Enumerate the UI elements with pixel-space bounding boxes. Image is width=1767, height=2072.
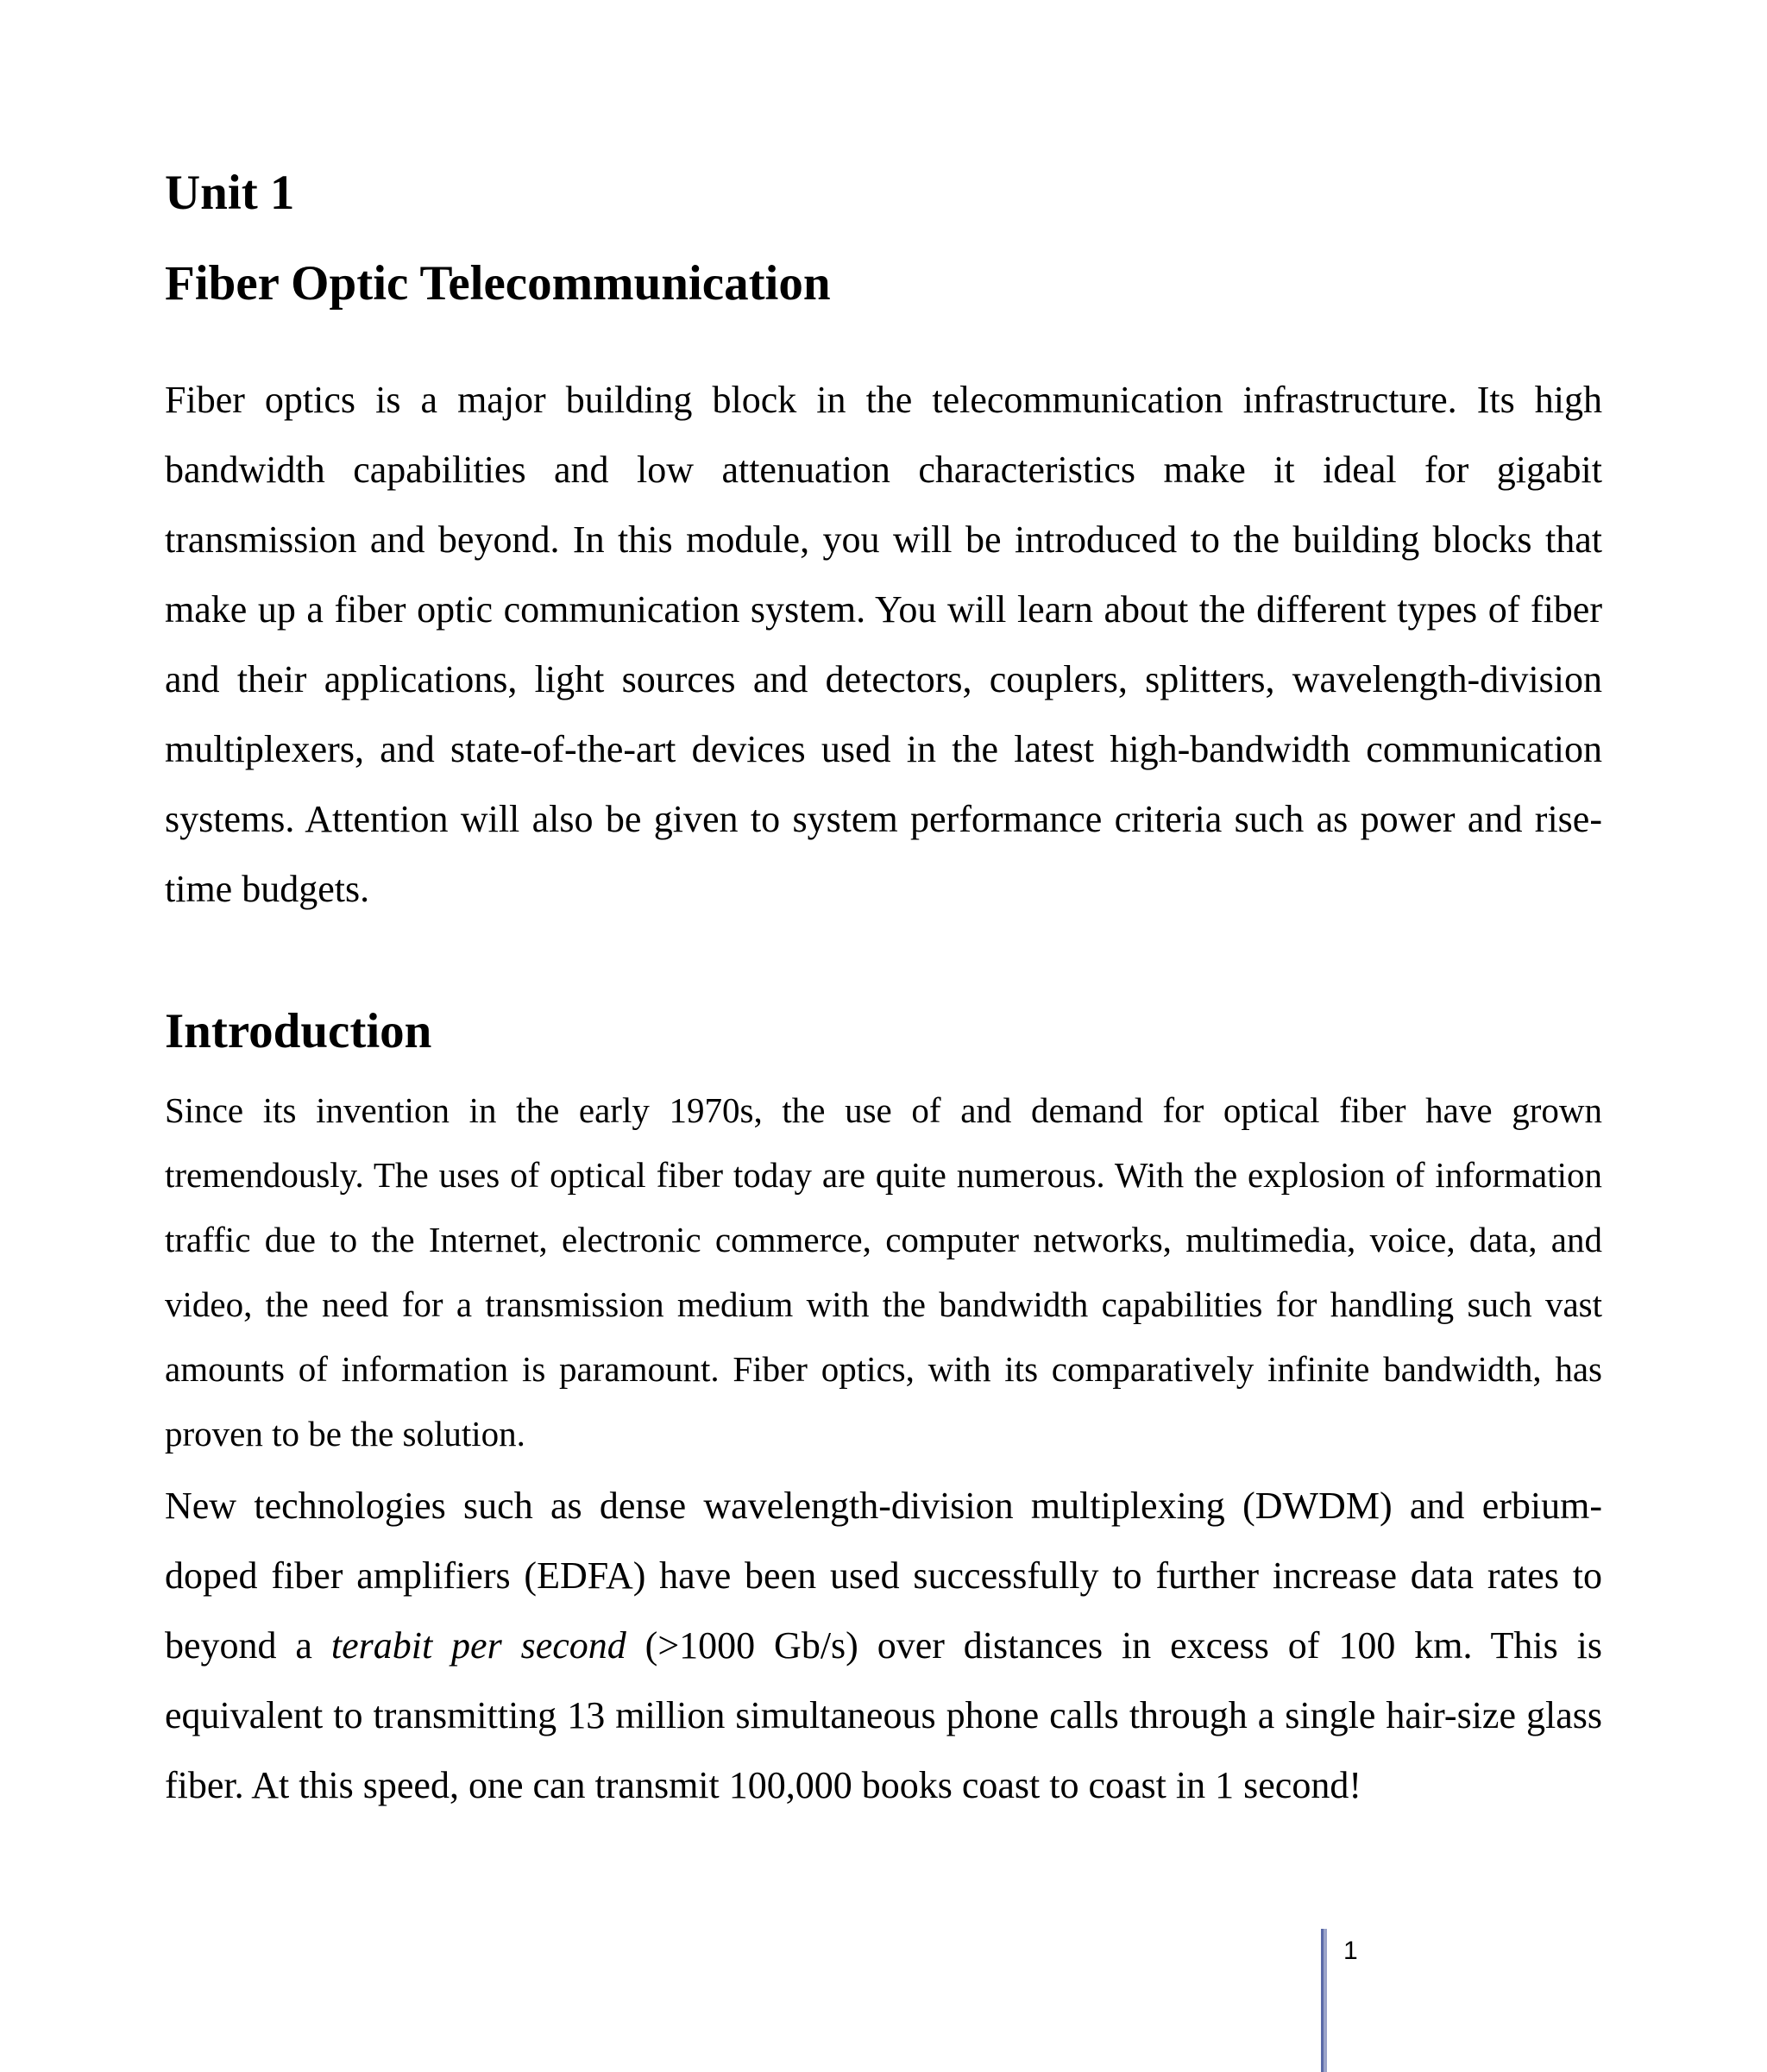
overview-paragraph: Fiber optics is a major building block in the telecommunication infrastructure. Its high bandwidth capabilities and low attenuation characteristics make it ideal for gigabit transmission and beyond. In this module, you will be introduced to the building blocks that make up a fiber optic communication system. You will learn about the different types of fiber and their applications, light sources and detectors, couplers, splitters, wavelength-division multiplexers, and state-of-the-art devices used in the latest high-bandwidth communication systems. Attention will also be given to system performance criteria such as power and rise-time budgets.: [165, 379, 1602, 910]
technologies-paragraph: [165, 1471, 1602, 1820]
document-title: Fiber Optic Telecommunication: [165, 256, 831, 311]
introduction-heading: Introduction: [165, 1004, 432, 1058]
page-number: 1: [1343, 1937, 1358, 1965]
technologies-text-start: New technologies such as dense wavelength-division multiplexing (DWDM) and erbium-doped fiber amplifiers (EDFA) have been used successfully to further increase data rates to beyond a: [165, 1485, 1602, 1667]
terabit-emphasis: terabit per second: [330, 1624, 626, 1667]
unit-title: Unit 1: [165, 166, 295, 220]
technologies-text-end: (>1000 Gb/s) over distances in excess of 100 km. This is equivalent to transmitting 13 million simultaneous phone calls through a single hair-size glass fiber. At this speed, one can transmit 100,000 books coast to coast in 1 second!: [165, 1624, 1603, 1806]
footer-rule: [1321, 1929, 1327, 2072]
introduction-paragraph: Since its invention in the early 1970s, the use of and demand for optical fiber have grown tremendously. The uses of optical fiber today are quite numerous. With the explosion of information traffic due to the Internet, electronic commerce, computer networks, multimedia, voice, data, and video, the need for a transmission medium with the bandwidth capabilities for handling such vast amounts of information is paramount. Fiber optics, with its comparatively infinite bandwidth, has proven to be the solution.: [165, 1090, 1602, 1454]
